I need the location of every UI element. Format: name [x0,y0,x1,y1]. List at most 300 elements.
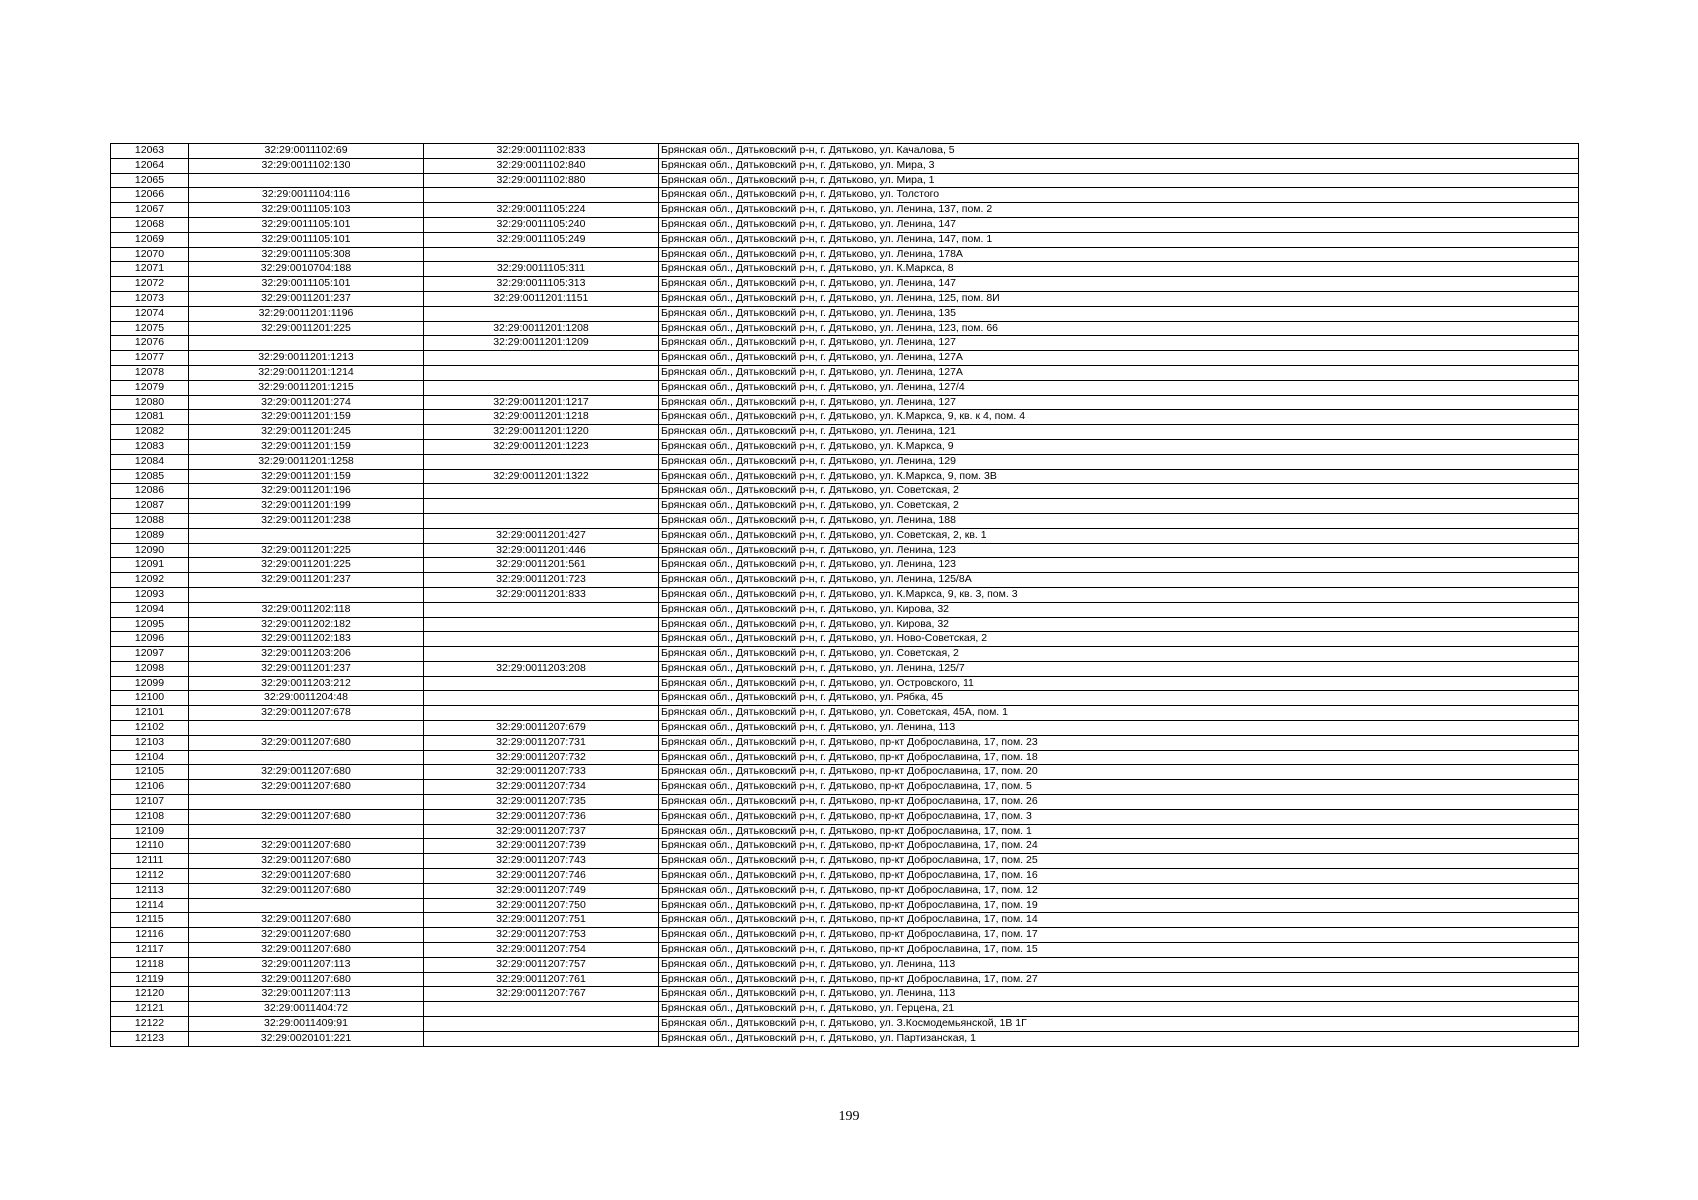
cadastral-number-object-cell: 32:29:0011102:833 [424,144,659,159]
cadastral-number-object-cell: 32:29:0011201:833 [424,587,659,602]
cadastral-number-parcel-cell: 32:29:0011207:680 [189,943,424,958]
row-number-cell: 12119 [111,972,189,987]
row-number-cell: 12071 [111,262,189,277]
row-number-cell: 12107 [111,795,189,810]
property-table-container [110,143,1579,1047]
table-row [111,351,1579,366]
table-row [111,1002,1579,1017]
row-number-cell: 12106 [111,780,189,795]
table-row [111,765,1579,780]
cadastral-number-parcel-cell: 32:29:0011207:678 [189,706,424,721]
address-cell: Брянская обл., Дятьковский р-н, г. Дятьково, ул. Мира, 3 [659,158,1579,173]
table-row [111,632,1579,647]
cadastral-number-object-cell [424,706,659,721]
cadastral-number-object-cell: 32:29:0011207:757 [424,957,659,972]
row-number-cell: 12078 [111,365,189,380]
row-number-cell: 12087 [111,499,189,514]
cadastral-number-parcel-cell: 32:29:0011201:199 [189,499,424,514]
cadastral-number-object-cell: 32:29:0011207:767 [424,987,659,1002]
address-cell: Брянская обл., Дятьковский р-н, г. Дятьково, ул. Ленина, 147 [659,277,1579,292]
row-number-cell: 12096 [111,632,189,647]
address-cell: Брянская обл., Дятьковский р-н, г. Дятьково, ул. Качалова, 5 [659,144,1579,159]
cadastral-number-parcel-cell: 32:29:0011201:225 [189,543,424,558]
address-cell: Брянская обл., Дятьковский р-н, г. Дятьково, ул. Ленина, 121 [659,425,1579,440]
table-row [111,395,1579,410]
table-row [111,780,1579,795]
cadastral-number-parcel-cell: 32:29:0011201:1214 [189,365,424,380]
cadastral-number-object-cell: 32:29:0011207:751 [424,913,659,928]
address-cell: Брянская обл., Дятьковский р-н, г. Дятьково, ул. Советская, 2 [659,647,1579,662]
row-number-cell: 12090 [111,543,189,558]
address-cell: Брянская обл., Дятьковский р-н, г. Дятьково, ул. Ленина, 137, пом. 2 [659,203,1579,218]
cadastral-number-parcel-cell: 32:29:0011201:238 [189,513,424,528]
cadastral-number-parcel-cell: 32:29:0011207:680 [189,972,424,987]
cadastral-number-object-cell [424,617,659,632]
table-row [111,203,1579,218]
address-cell: Брянская обл., Дятьковский р-н, г. Дятьково, ул. Ленина, 135 [659,306,1579,321]
address-cell: Брянская обл., Дятьковский р-н, г. Дятьково, пр-кт Доброславина, 17, пом. 20 [659,765,1579,780]
cadastral-number-parcel-cell: 32:29:0011207:113 [189,957,424,972]
cadastral-number-object-cell [424,454,659,469]
table-row [111,499,1579,514]
row-number-cell: 12083 [111,439,189,454]
address-cell: Брянская обл., Дятьковский р-н, г. Дятьково, ул. Советская, 2 [659,499,1579,514]
cadastral-number-parcel-cell: 32:29:0011105:103 [189,203,424,218]
address-cell: Брянская обл., Дятьковский р-н, г. Дятьково, ул. Партизанская, 1 [659,1031,1579,1046]
table-row [111,380,1579,395]
table-row [111,439,1579,454]
row-number-cell: 12099 [111,676,189,691]
cadastral-number-object-cell [424,1031,659,1046]
cadastral-number-parcel-cell: 32:29:0011201:196 [189,484,424,499]
address-cell: Брянская обл., Дятьковский р-н, г. Дятьково, ул. Ленина, 123 [659,543,1579,558]
row-number-cell: 12101 [111,706,189,721]
address-cell: Брянская обл., Дятьковский р-н, г. Дятьково, ул. Ново-Советская, 2 [659,632,1579,647]
address-cell: Брянская обл., Дятьковский р-н, г. Дятьково, ул. Ленина, 188 [659,513,1579,528]
cadastral-number-object-cell [424,484,659,499]
address-cell: Брянская обл., Дятьковский р-н, г. Дятьково, пр-кт Доброславина, 17, пом. 12 [659,883,1579,898]
address-cell: Брянская обл., Дятьковский р-н, г. Дятьково, ул. Ленина, 127/4 [659,380,1579,395]
row-number-cell: 12075 [111,321,189,336]
cadastral-number-object-cell [424,647,659,662]
cadastral-number-object-cell: 32:29:0011201:723 [424,573,659,588]
row-number-cell: 12064 [111,158,189,173]
address-cell: Брянская обл., Дятьковский р-н, г. Дятьково, ул. З.Космодемьянской, 1В 1Г [659,1017,1579,1032]
address-cell: Брянская обл., Дятьковский р-н, г. Дятьково, ул. К.Маркса, 9 [659,439,1579,454]
table-row [111,824,1579,839]
cadastral-number-parcel-cell: 32:29:0011202:182 [189,617,424,632]
cadastral-number-parcel-cell: 32:29:0011104:116 [189,188,424,203]
cadastral-number-parcel-cell: 32:29:0011207:680 [189,809,424,824]
cadastral-number-object-cell [424,351,659,366]
cadastral-number-object-cell: 32:29:0011207:734 [424,780,659,795]
address-cell: Брянская обл., Дятьковский р-н, г. Дятьково, ул. Ленина, 127А [659,351,1579,366]
cadastral-number-parcel-cell: 32:29:0011203:212 [189,676,424,691]
cadastral-number-parcel-cell: 32:29:0020101:221 [189,1031,424,1046]
cadastral-number-parcel-cell: 32:29:0011201:1258 [189,454,424,469]
cadastral-number-object-cell: 32:29:0011201:1322 [424,469,659,484]
property-table [110,143,1579,1047]
address-cell: Брянская обл., Дятьковский р-н, г. Дятьково, ул. Рябка, 45 [659,691,1579,706]
address-cell: Брянская обл., Дятьковский р-н, г. Дятьково, ул. Советская, 45А, пом. 1 [659,706,1579,721]
address-cell: Брянская обл., Дятьковский р-н, г. Дятьково, ул. Островского, 11 [659,676,1579,691]
cadastral-number-object-cell: 32:29:0011207:754 [424,943,659,958]
address-cell: Брянская обл., Дятьковский р-н, г. Дятьково, пр-кт Доброславина, 17, пом. 14 [659,913,1579,928]
cadastral-number-object-cell: 32:29:0011105:240 [424,217,659,232]
cadastral-number-object-cell: 32:29:0011105:249 [424,232,659,247]
address-cell: Брянская обл., Дятьковский р-н, г. Дятьково, ул. Герцена, 21 [659,1002,1579,1017]
cadastral-number-object-cell [424,499,659,514]
row-number-cell: 12117 [111,943,189,958]
address-cell: Брянская обл., Дятьковский р-н, г. Дятьково, ул. Ленина, 123 [659,558,1579,573]
cadastral-number-parcel-cell [189,173,424,188]
table-row [111,173,1579,188]
row-number-cell: 12103 [111,735,189,750]
address-cell: Брянская обл., Дятьковский р-н, г. Дятьково, ул. Ленина, 125/8А [659,573,1579,588]
row-number-cell: 12112 [111,869,189,884]
row-number-cell: 12123 [111,1031,189,1046]
cadastral-number-object-cell [424,365,659,380]
row-number-cell: 12109 [111,824,189,839]
table-row [111,661,1579,676]
row-number-cell: 12094 [111,602,189,617]
table-row [111,217,1579,232]
row-number-cell: 12065 [111,173,189,188]
cadastral-number-parcel-cell: 32:29:0011201:159 [189,410,424,425]
table-row [111,144,1579,159]
table-row [111,469,1579,484]
table-row [111,617,1579,632]
address-cell: Брянская обл., Дятьковский р-н, г. Дятьково, ул. К.Маркса, 9, кв. к 4, пом. 4 [659,410,1579,425]
table-row [111,676,1579,691]
cadastral-number-parcel-cell: 32:29:0011207:680 [189,735,424,750]
table-row [111,691,1579,706]
table-row [111,972,1579,987]
cadastral-number-parcel-cell: 32:29:0011201:159 [189,439,424,454]
cadastral-number-parcel-cell: 32:29:0011201:1196 [189,306,424,321]
cadastral-number-object-cell: 32:29:0011201:1217 [424,395,659,410]
cadastral-number-parcel-cell [189,721,424,736]
table-row [111,1017,1579,1032]
row-number-cell: 12111 [111,854,189,869]
row-number-cell: 12069 [111,232,189,247]
table-row [111,277,1579,292]
row-number-cell: 12116 [111,928,189,943]
cadastral-number-parcel-cell: 32:29:0011201:237 [189,291,424,306]
cadastral-number-parcel-cell: 32:29:0011201:225 [189,558,424,573]
cadastral-number-parcel-cell [189,795,424,810]
cadastral-number-object-cell: 32:29:0011201:427 [424,528,659,543]
cadastral-number-parcel-cell [189,898,424,913]
row-number-cell: 12063 [111,144,189,159]
cadastral-number-parcel-cell: 32:29:0011201:245 [189,425,424,440]
cadastral-number-parcel-cell: 32:29:0011201:274 [189,395,424,410]
row-number-cell: 12080 [111,395,189,410]
cadastral-number-object-cell: 32:29:0011203:208 [424,661,659,676]
address-cell: Брянская обл., Дятьковский р-н, г. Дятьково, ул. Ленина, 129 [659,454,1579,469]
row-number-cell: 12115 [111,913,189,928]
cadastral-number-parcel-cell: 32:29:0011203:206 [189,647,424,662]
cadastral-number-object-cell: 32:29:0011207:737 [424,824,659,839]
table-row [111,543,1579,558]
row-number-cell: 12095 [111,617,189,632]
address-cell: Брянская обл., Дятьковский р-н, г. Дятьково, ул. Толстого [659,188,1579,203]
row-number-cell: 12066 [111,188,189,203]
address-cell: Брянская обл., Дятьковский р-н, г. Дятьково, ул. Ленина, 113 [659,987,1579,1002]
table-row [111,913,1579,928]
cadastral-number-parcel-cell: 32:29:0011207:680 [189,780,424,795]
row-number-cell: 12091 [111,558,189,573]
address-cell: Брянская обл., Дятьковский р-н, г. Дятьково, ул. К.Маркса, 9, кв. 3, пом. 3 [659,587,1579,602]
address-cell: Брянская обл., Дятьковский р-н, г. Дятьково, ул. К.Маркса, 9, пом. 3В [659,469,1579,484]
cadastral-number-object-cell: 32:29:0011105:311 [424,262,659,277]
address-cell: Брянская обл., Дятьковский р-н, г. Дятьково, пр-кт Доброславина, 17, пом. 3 [659,809,1579,824]
table-row [111,336,1579,351]
cadastral-number-object-cell [424,380,659,395]
cadastral-number-object-cell: 32:29:0011207:753 [424,928,659,943]
table-row [111,291,1579,306]
address-cell: Брянская обл., Дятьковский р-н, г. Дятьково, ул. Советская, 2, кв. 1 [659,528,1579,543]
cadastral-number-object-cell [424,602,659,617]
cadastral-number-parcel-cell: 32:29:0011207:113 [189,987,424,1002]
address-cell: Брянская обл., Дятьковский р-н, г. Дятьково, ул. Ленина, 125, пом. 8И [659,291,1579,306]
cadastral-number-object-cell [424,188,659,203]
cadastral-number-object-cell: 32:29:0011207:732 [424,750,659,765]
cadastral-number-parcel-cell: 32:29:0011102:130 [189,158,424,173]
table-row [111,247,1579,262]
address-cell: Брянская обл., Дятьковский р-н, г. Дятьково, пр-кт Доброславина, 17, пом. 19 [659,898,1579,913]
cadastral-number-object-cell: 32:29:0011207:679 [424,721,659,736]
address-cell: Брянская обл., Дятьковский р-н, г. Дятьково, ул. Ленина, 113 [659,957,1579,972]
cadastral-number-object-cell: 32:29:0011105:313 [424,277,659,292]
cadastral-number-object-cell: 32:29:0011105:224 [424,203,659,218]
cadastral-number-object-cell: 32:29:0011207:733 [424,765,659,780]
table-row [111,928,1579,943]
property-table-body [111,144,1579,1047]
address-cell: Брянская обл., Дятьковский р-н, г. Дятьково, ул. Ленина, 147 [659,217,1579,232]
cadastral-number-object-cell: 32:29:0011201:446 [424,543,659,558]
address-cell: Брянская обл., Дятьковский р-н, г. Дятьково, ул. Ленина, 125/7 [659,661,1579,676]
cadastral-number-parcel-cell: 32:29:0011207:680 [189,869,424,884]
row-number-cell: 12073 [111,291,189,306]
row-number-cell: 12105 [111,765,189,780]
cadastral-number-object-cell [424,691,659,706]
row-number-cell: 12076 [111,336,189,351]
row-number-cell: 12082 [111,425,189,440]
table-row [111,839,1579,854]
cadastral-number-parcel-cell: 32:29:0011105:308 [189,247,424,262]
row-number-cell: 12085 [111,469,189,484]
address-cell: Брянская обл., Дятьковский р-н, г. Дятьково, ул. Ленина, 127 [659,395,1579,410]
cadastral-number-object-cell: 32:29:0011207:736 [424,809,659,824]
address-cell: Брянская обл., Дятьковский р-н, г. Дятьково, пр-кт Доброславина, 17, пом. 16 [659,869,1579,884]
table-row [111,573,1579,588]
cadastral-number-parcel-cell: 32:29:0011207:680 [189,765,424,780]
cadastral-number-parcel-cell [189,750,424,765]
cadastral-number-parcel-cell: 32:29:0011207:680 [189,839,424,854]
table-row [111,883,1579,898]
cadastral-number-object-cell [424,632,659,647]
table-row [111,262,1579,277]
cadastral-number-parcel-cell: 32:29:0011201:237 [189,661,424,676]
cadastral-number-parcel-cell: 32:29:0011207:680 [189,883,424,898]
table-row [111,232,1579,247]
address-cell: Брянская обл., Дятьковский р-н, г. Дятьково, ул. Ленина, 127 [659,336,1579,351]
row-number-cell: 12118 [111,957,189,972]
cadastral-number-object-cell [424,676,659,691]
address-cell: Брянская обл., Дятьковский р-н, г. Дятьково, ул. Советская, 2 [659,484,1579,499]
table-row [111,365,1579,380]
table-row [111,721,1579,736]
table-row [111,410,1579,425]
cadastral-number-parcel-cell [189,824,424,839]
row-number-cell: 12089 [111,528,189,543]
table-row [111,735,1579,750]
table-row [111,795,1579,810]
table-row [111,602,1579,617]
row-number-cell: 12122 [111,1017,189,1032]
row-number-cell: 12110 [111,839,189,854]
table-row [111,158,1579,173]
cadastral-number-object-cell: 32:29:0011207:749 [424,883,659,898]
cadastral-number-parcel-cell: 32:29:0011207:680 [189,928,424,943]
cadastral-number-parcel-cell: 32:29:0011409:91 [189,1017,424,1032]
address-cell: Брянская обл., Дятьковский р-н, г. Дятьково, пр-кт Доброславина, 17, пом. 26 [659,795,1579,810]
cadastral-number-parcel-cell: 32:29:0011102:69 [189,144,424,159]
address-cell: Брянская обл., Дятьковский р-н, г. Дятьково, ул. Ленина, 123, пом. 66 [659,321,1579,336]
address-cell: Брянская обл., Дятьковский р-н, г. Дятьково, ул. Ленина, 127А [659,365,1579,380]
address-cell: Брянская обл., Дятьковский р-н, г. Дятьково, ул. Ленина, 113 [659,721,1579,736]
row-number-cell: 12081 [111,410,189,425]
cadastral-number-parcel-cell [189,587,424,602]
cadastral-number-object-cell: 32:29:0011201:1209 [424,336,659,351]
cadastral-number-parcel-cell: 32:29:0011201:159 [189,469,424,484]
cadastral-number-parcel-cell [189,336,424,351]
address-cell: Брянская обл., Дятьковский р-н, г. Дятьково, пр-кт Доброславина, 17, пом. 23 [659,735,1579,750]
table-row [111,484,1579,499]
table-row [111,321,1579,336]
cadastral-number-object-cell: 32:29:0011201:561 [424,558,659,573]
table-row [111,869,1579,884]
table-row [111,558,1579,573]
address-cell: Брянская обл., Дятьковский р-н, г. Дятьково, пр-кт Доброславина, 17, пом. 15 [659,943,1579,958]
cadastral-number-object-cell: 32:29:0011201:1220 [424,425,659,440]
cadastral-number-object-cell: 32:29:0011201:1218 [424,410,659,425]
row-number-cell: 12074 [111,306,189,321]
cadastral-number-parcel-cell: 32:29:0011202:183 [189,632,424,647]
table-row [111,513,1579,528]
table-row [111,306,1579,321]
table-row [111,898,1579,913]
cadastral-number-object-cell [424,247,659,262]
cadastral-number-parcel-cell: 32:29:0011202:118 [189,602,424,617]
address-cell: Брянская обл., Дятьковский р-н, г. Дятьково, ул. Ленина, 178А [659,247,1579,262]
cadastral-number-parcel-cell: 32:29:0011105:101 [189,217,424,232]
row-number-cell: 12120 [111,987,189,1002]
cadastral-number-parcel-cell: 32:29:0011201:225 [189,321,424,336]
page-number: 199 [838,1109,860,1124]
address-cell: Брянская обл., Дятьковский р-н, г. Дятьково, пр-кт Доброславина, 17, пом. 17 [659,928,1579,943]
address-cell: Брянская обл., Дятьковский р-н, г. Дятьково, пр-кт Доброславина, 17, пом. 5 [659,780,1579,795]
table-row [111,425,1579,440]
row-number-cell: 12100 [111,691,189,706]
cadastral-number-object-cell: 32:29:0011207:735 [424,795,659,810]
table-row [111,750,1579,765]
table-row [111,957,1579,972]
cadastral-number-parcel-cell: 32:29:0011201:237 [189,573,424,588]
table-row [111,987,1579,1002]
cadastral-number-object-cell: 32:29:0011201:1151 [424,291,659,306]
cadastral-number-parcel-cell: 32:29:0011207:680 [189,854,424,869]
cadastral-number-object-cell: 32:29:0011201:1223 [424,439,659,454]
row-number-cell: 12097 [111,647,189,662]
address-cell: Брянская обл., Дятьковский р-н, г. Дятьково, пр-кт Доброславина, 17, пом. 1 [659,824,1579,839]
address-cell: Брянская обл., Дятьковский р-н, г. Дятьково, ул. К.Маркса, 8 [659,262,1579,277]
table-row [111,706,1579,721]
address-cell: Брянская обл., Дятьковский р-н, г. Дятьково, ул. Ленина, 147, пом. 1 [659,232,1579,247]
cadastral-number-object-cell: 32:29:0011207:743 [424,854,659,869]
row-number-cell: 12079 [111,380,189,395]
cadastral-number-parcel-cell: 32:29:0011404:72 [189,1002,424,1017]
table-row [111,854,1579,869]
cadastral-number-object-cell: 32:29:0011207:761 [424,972,659,987]
table-row [111,454,1579,469]
cadastral-number-parcel-cell: 32:29:0010704:188 [189,262,424,277]
table-row [111,587,1579,602]
cadastral-number-object-cell: 32:29:0011207:739 [424,839,659,854]
table-row [111,528,1579,543]
address-cell: Брянская обл., Дятьковский р-н, г. Дятьково, ул. Мира, 1 [659,173,1579,188]
row-number-cell: 12108 [111,809,189,824]
cadastral-number-object-cell: 32:29:0011207:731 [424,735,659,750]
cadastral-number-object-cell: 32:29:0011207:750 [424,898,659,913]
address-cell: Брянская обл., Дятьковский р-н, г. Дятьково, пр-кт Доброславина, 17, пом. 18 [659,750,1579,765]
row-number-cell: 12104 [111,750,189,765]
cadastral-number-object-cell [424,1017,659,1032]
table-row [111,647,1579,662]
row-number-cell: 12088 [111,513,189,528]
table-row [111,809,1579,824]
table-row [111,188,1579,203]
row-number-cell: 12070 [111,247,189,262]
cadastral-number-object-cell: 32:29:0011201:1208 [424,321,659,336]
address-cell: Брянская обл., Дятьковский р-н, г. Дятьково, пр-кт Доброславина, 17, пом. 25 [659,854,1579,869]
cadastral-number-object-cell: 32:29:0011102:840 [424,158,659,173]
cadastral-number-object-cell [424,1002,659,1017]
row-number-cell: 12113 [111,883,189,898]
row-number-cell: 12092 [111,573,189,588]
row-number-cell: 12067 [111,203,189,218]
row-number-cell: 12084 [111,454,189,469]
row-number-cell: 12072 [111,277,189,292]
cadastral-number-object-cell [424,513,659,528]
row-number-cell: 12068 [111,217,189,232]
row-number-cell: 12121 [111,1002,189,1017]
table-row [111,943,1579,958]
row-number-cell: 12102 [111,721,189,736]
cadastral-number-parcel-cell: 32:29:0011207:680 [189,913,424,928]
address-cell: Брянская обл., Дятьковский р-н, г. Дятьково, ул. Кирова, 32 [659,602,1579,617]
cadastral-number-parcel-cell: 32:29:0011204:48 [189,691,424,706]
table-row [111,1031,1579,1046]
cadastral-number-parcel-cell: 32:29:0011105:101 [189,277,424,292]
row-number-cell: 12098 [111,661,189,676]
cadastral-number-parcel-cell: 32:29:0011105:101 [189,232,424,247]
cadastral-number-parcel-cell: 32:29:0011201:1215 [189,380,424,395]
row-number-cell: 12086 [111,484,189,499]
cadastral-number-object-cell: 32:29:0011207:746 [424,869,659,884]
row-number-cell: 12093 [111,587,189,602]
